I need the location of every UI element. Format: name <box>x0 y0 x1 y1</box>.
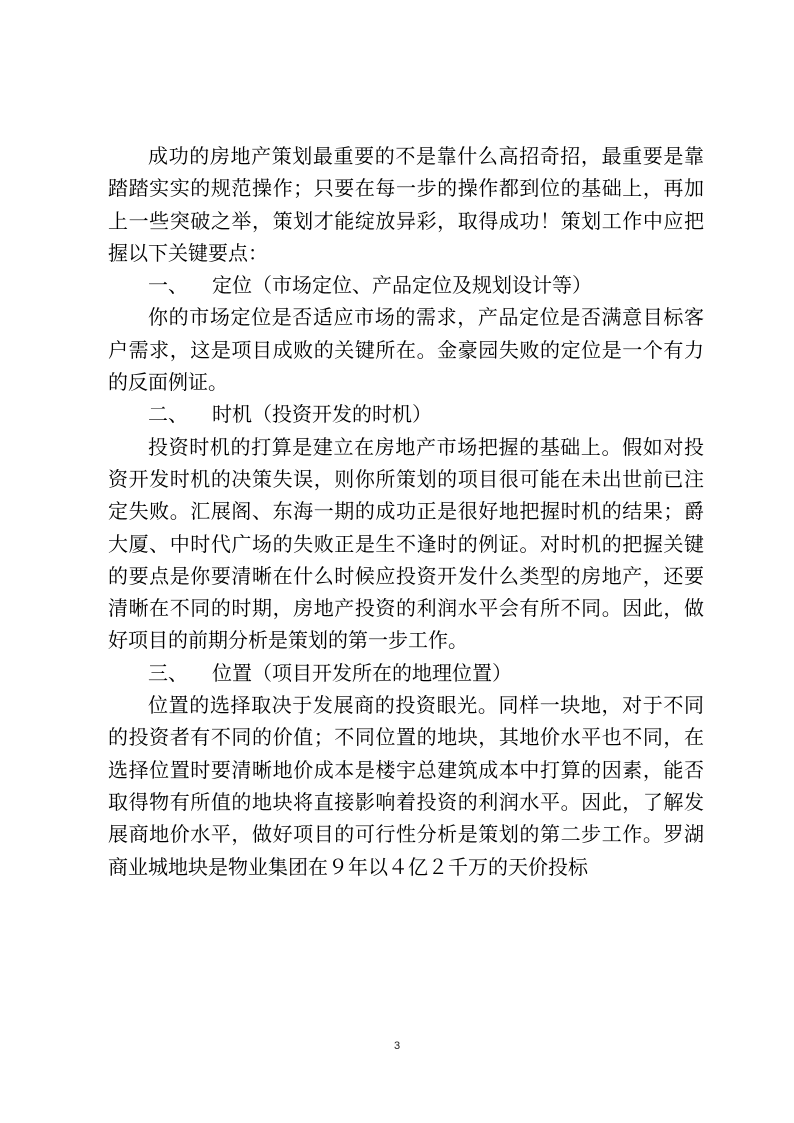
section-1-title: 定位（市场定位、产品定位及规划设计等） <box>212 273 592 298</box>
page-number: 3 <box>393 1040 401 1052</box>
section-3-heading <box>108 657 704 689</box>
section-2-body: 投资时机的打算是建立在房地产市场把握的基础上。假如对投资开发时机的决策失误，则你所策划的项目很可能在未出世前已注定失败。汇展阁、东海一期的成功正是很好地把握时机的结果；爵大厦、中时代广场的失败正是生不逢时的例证。对时机的把握关键的要点是你要清晰在什么时候应投资开发什么类型的房地产，还要清晰在不同的时期，房地产投资的利润水平会有所不同。因此，做好项目的前期分析是策划的第一步工作。 <box>108 434 704 653</box>
section-2-title: 时机（投资开发的时机） <box>212 402 432 427</box>
document-body <box>108 140 704 883</box>
section-1-heading <box>108 269 704 301</box>
section-3-body: 位置的选择取决于发展商的投资眼光。同样一块地，对于不同的投资者有不同的价值；不同位置的地块，其地价水平也不同，在选择位置时要清晰地价成本是楼宇总建筑成本中打算的因素，能否取得物有所值的地块将直接影响着投资的利润水平。因此，了解发展商地价水平，做好项目的可行性分析是策划的第二步工作。罗湖商业城地块是物业集团在９年以４亿２千万的天价投标 <box>108 693 704 879</box>
section-2-number: 二、 <box>148 402 188 427</box>
section-1-body: 你的市场定位是否适应市场的需求，产品定位是否满意目标客户需求，这是项目成败的关键所在。金豪园失败的定位是一个有力的反面例证。 <box>108 305 704 395</box>
section-3-number: 三、 <box>148 660 188 685</box>
section-2-heading <box>108 398 704 430</box>
section-1-number: 一、 <box>148 273 188 298</box>
section-3-title: 位置（项目开发所在的地理位置） <box>212 660 512 685</box>
intro-paragraph: 成功的房地产策划最重要的不是靠什么高招奇招，最重要是靠踏踏实实的规范操作；只要在每一步的操作都到位的基础上，再加上一些突破之举，策划才能绽放异彩，取得成功！策划工作中应把握以下关键要点： <box>108 144 704 265</box>
